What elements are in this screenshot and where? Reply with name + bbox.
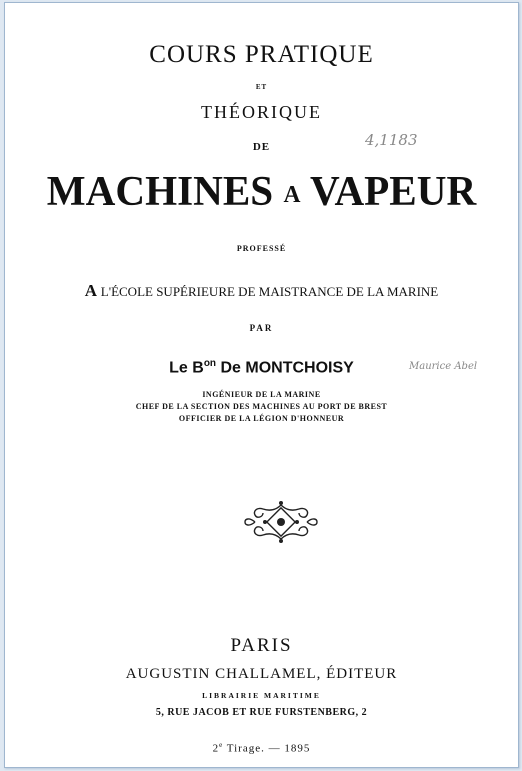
author-titles xyxy=(5,389,518,425)
professe-label: PROFESSÉ xyxy=(236,244,287,253)
printing-separator: — xyxy=(268,742,281,755)
title-line-1 xyxy=(5,41,518,69)
author-prefix-sup: on xyxy=(203,358,217,369)
handwritten-shelfmark: 4,1183 xyxy=(365,131,418,149)
imprint-printing xyxy=(5,741,518,755)
printing-number-sup: e xyxy=(219,741,224,749)
title-page xyxy=(4,2,519,768)
imprint-address: 5, RUE JACOB ET RUE FURSTENBERG, 2 xyxy=(155,707,368,718)
school-a: A xyxy=(84,281,98,300)
title-machines-a-vapeur xyxy=(10,168,513,216)
printing-number: 2 xyxy=(212,742,220,755)
author-title-2: CHEF DE LA SECTION DES MACHINES AU PORT DE BREST xyxy=(135,402,388,411)
printing-word: Tirage. xyxy=(226,742,265,755)
title-machines: MACHINES xyxy=(46,169,274,215)
title-cours-pratique: COURS PRATIQUE xyxy=(149,41,374,68)
title-theorique: THÉORIQUE xyxy=(201,102,322,122)
school-line xyxy=(5,281,518,301)
author-title-1: INGÉNIEUR DE LA MARINE xyxy=(202,390,321,399)
imprint-bookshop: LIBRAIRIE MARITIME xyxy=(202,691,321,700)
title-conjunction-et: ET xyxy=(255,83,268,91)
imprint-place: PARIS xyxy=(230,635,293,656)
school-name: L'ÉCOLE SUPÉRIEURE DE MAISTRANCE DE LA MARINE xyxy=(100,284,439,299)
printing-year: 1895 xyxy=(284,742,311,755)
imprint-publisher: AUGUSTIN CHALLAMEL, ÉDITEUR xyxy=(125,666,398,682)
author-title-3: OFFICIER DE LA LÉGION D'HONNEUR xyxy=(178,414,345,423)
printers-ornament xyxy=(241,499,321,545)
title-preposition-de: DE xyxy=(252,141,271,153)
title-a: A xyxy=(283,181,301,208)
par-label: PAR xyxy=(249,323,274,333)
author-prefix: Le B xyxy=(169,359,204,377)
title-vapeur: VAPEUR xyxy=(310,169,477,215)
author-surname: De MONTCHOISY xyxy=(220,359,354,377)
handwritten-author-note: Maurice Abel xyxy=(409,361,478,372)
